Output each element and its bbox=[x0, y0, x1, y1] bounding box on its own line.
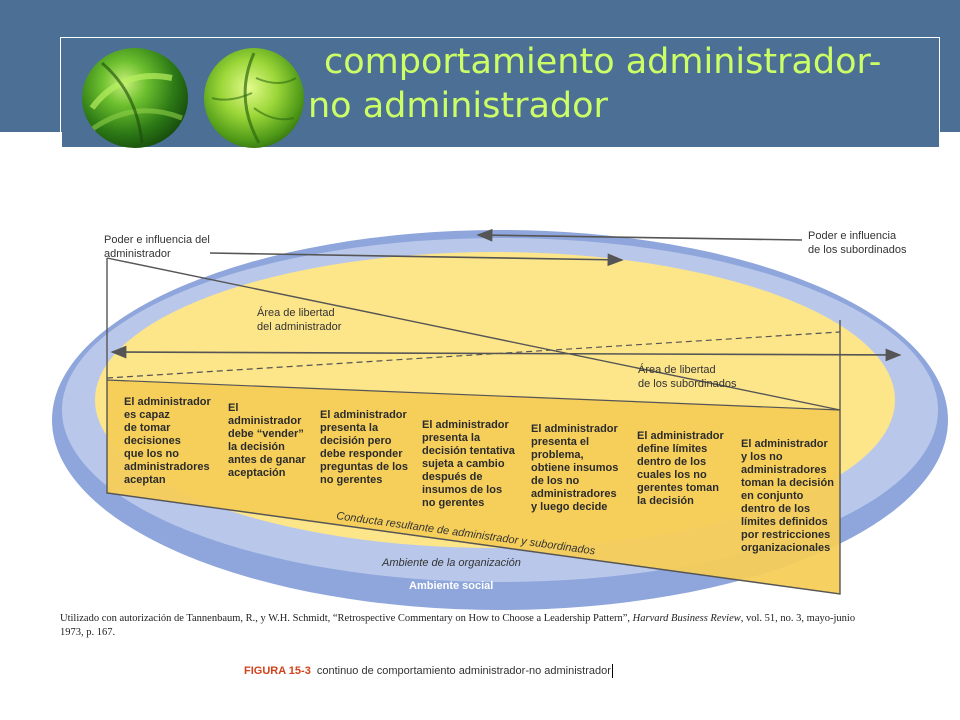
behavior-column-2: El administrador debe “vender” la decisión antes de ganar aceptación bbox=[228, 402, 306, 479]
slide-title-line-2: no administrador bbox=[308, 86, 608, 126]
freedom-subordinates-label: Área de libertad de los subordinados bbox=[638, 364, 737, 390]
conduct-label: Conducta resultante de administrador y subordinados bbox=[335, 510, 596, 558]
text-cursor bbox=[612, 664, 613, 678]
behavior-column-6: El administrador define límites dentro de los cuales los no gerentes toman la decisión bbox=[637, 430, 724, 507]
figure-number: FIGURA 15-3 bbox=[244, 664, 311, 677]
behavior-column-7: El administrador y los no administradores toman la decisión en conjunto dentro de los límites definidos por restricciones organizacionales bbox=[741, 438, 834, 554]
freedom-manager-label: Área de libertad del administrador bbox=[257, 307, 342, 333]
figure-title bbox=[244, 664, 613, 678]
behavior-column-1: El administrador es capaz de tomar decisiones que los no administradores aceptan bbox=[124, 396, 211, 486]
power-subordinates-label: Poder e influencia de los subordinados bbox=[808, 230, 907, 256]
caption-journal: Harvard Business Review bbox=[632, 613, 741, 624]
figure-source-caption bbox=[60, 612, 870, 640]
caption-text: Utilizado con autorización de Tannenbaum, R., y W.H. Schmidt, “Retrospective Commentary on How to Choose a Leadership Pattern”, bbox=[60, 613, 633, 624]
behavior-column-3: El administrador presenta la decisión pero debe responder preguntas de los no gerentes bbox=[320, 409, 409, 486]
organization-environment-label: Ambiente de la organización bbox=[382, 557, 521, 569]
behavior-column-4: El administrador presenta la decisión tentativa sujeta a cambio después de insumos de los no gerentes bbox=[422, 419, 515, 509]
slide-title-line-1: comportamiento administrador- bbox=[324, 42, 882, 82]
behavior-column-5: El administrador presenta el problema, obtiene insumos de los no administradores y luego decide bbox=[531, 423, 619, 513]
power-manager-label: Poder e influencia del administrador bbox=[104, 234, 210, 260]
caption-reference: , vol. 51, no. 3, mayo-junio 1973, p. 167. bbox=[60, 613, 856, 638]
figure-title-text: continuo de comportamiento administrador-no administrador bbox=[316, 664, 611, 677]
social-environment-label: Ambiente social bbox=[409, 580, 494, 592]
